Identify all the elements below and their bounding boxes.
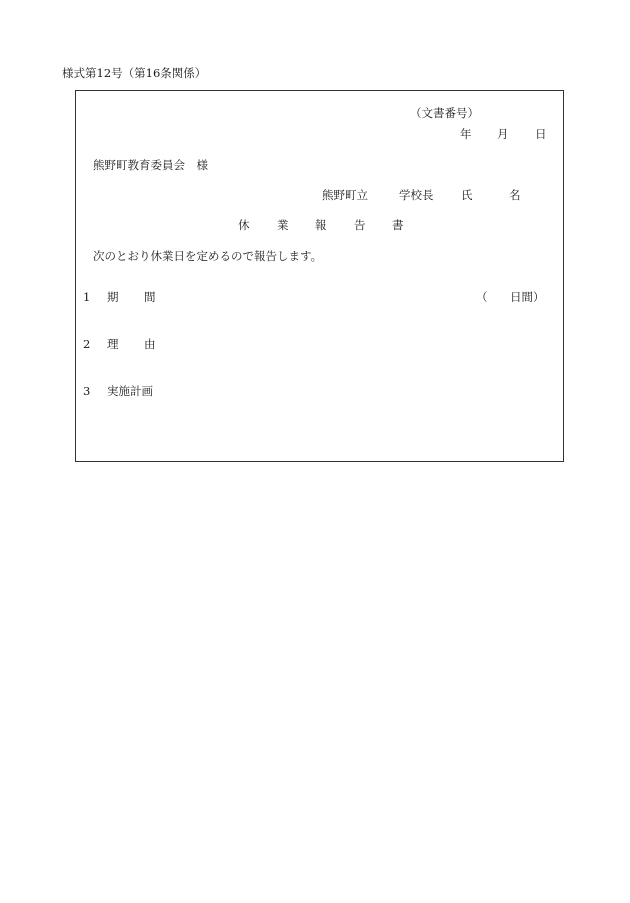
form-number-label: 様式第12号（第16条関係）: [62, 66, 207, 80]
item-period-days-close: 日間）: [510, 290, 545, 304]
item-period-number: 1: [83, 290, 91, 304]
report-title-char: 報: [315, 218, 327, 232]
date-month: 月: [497, 127, 509, 141]
item-plan-number: 3: [83, 384, 91, 398]
report-title-char: 書: [392, 218, 404, 232]
report-title-char: 告: [354, 218, 366, 232]
item-reason-label: 理: [107, 337, 119, 351]
item-period-days-open: （: [476, 290, 488, 304]
item-reason-label: 由: [144, 337, 156, 351]
recipient: 熊野町教育委員会 様: [93, 158, 208, 172]
intro-text: 次のとおり休業日を定めるので報告します。: [93, 249, 323, 263]
report-form-box: [75, 90, 564, 462]
sender-name-mei: 名: [509, 188, 521, 202]
item-reason-number: 2: [83, 337, 91, 351]
sender-name-shi: 氏: [461, 188, 473, 202]
date-year: 年: [460, 127, 472, 141]
report-title-char: 業: [277, 218, 289, 232]
item-plan-label: 実施計画: [107, 384, 153, 398]
document-number: （文書番号）: [410, 106, 479, 120]
item-period-label: 期: [107, 290, 119, 304]
item-period-label: 間: [144, 290, 156, 304]
report-title-char: 休: [238, 218, 250, 232]
sender-school-prefix: 熊野町立: [322, 188, 368, 202]
sender-school-suffix: 学校長: [399, 188, 434, 202]
date-day: 日: [535, 127, 547, 141]
